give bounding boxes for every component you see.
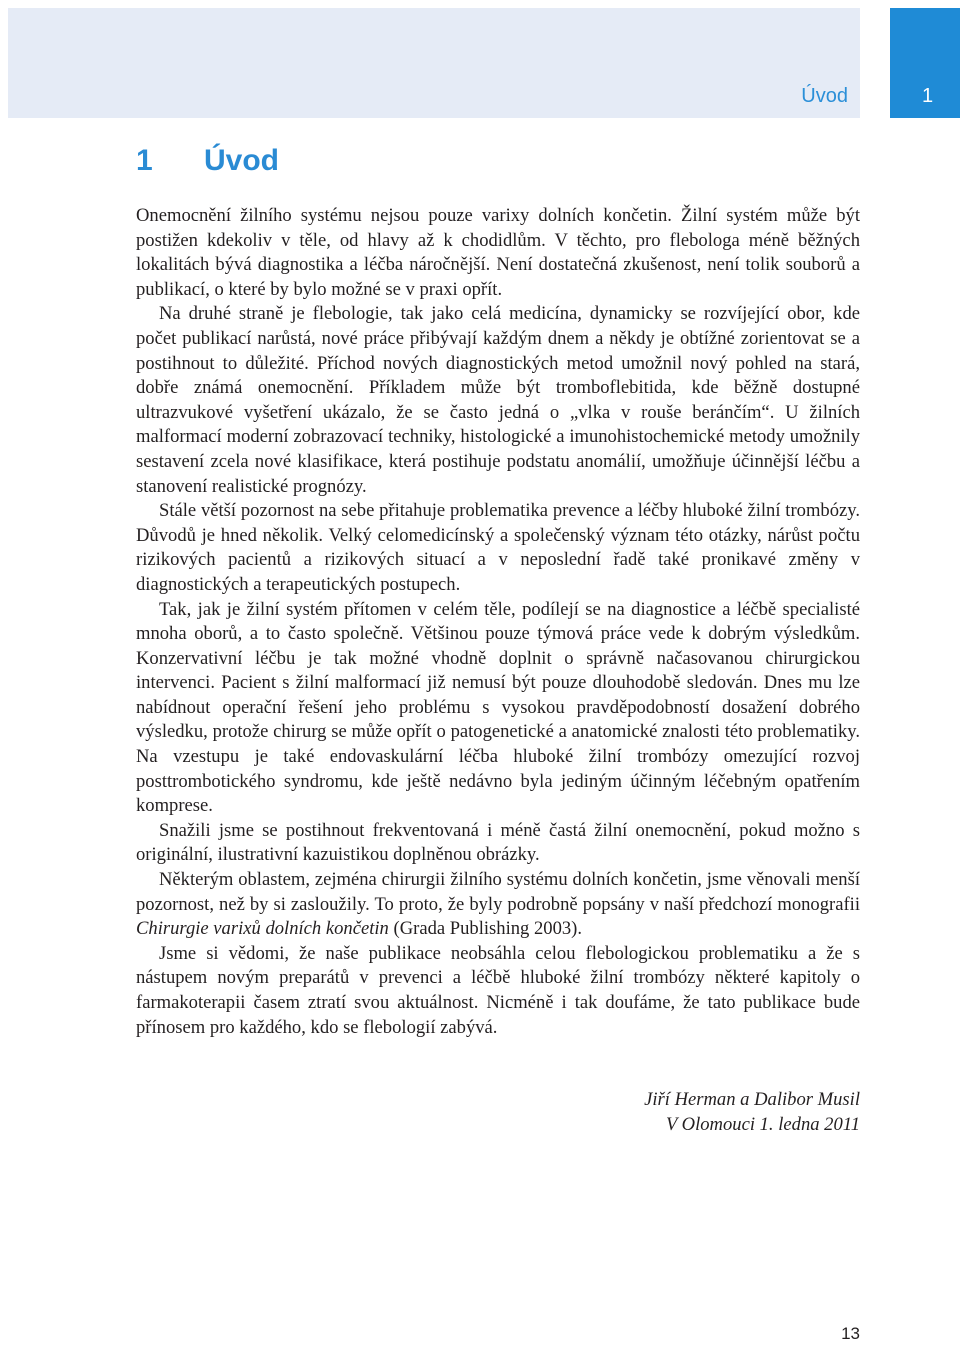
chapter-heading [136, 146, 279, 176]
running-title: Úvod [801, 85, 848, 107]
signature-place-date: V Olomouci 1. ledna 2011 [665, 1113, 860, 1135]
paragraph-3: Stále větší pozornost na sebe přitahuje problematika prevence a léčby hluboké žilní trombózy. Důvodů je hned několik. Velký celomedicínský a společenský význam této otázky, nárůst počtu rizikových pacientů a rizikových situací a v neposlední řadě také pronikavé změny v diagnostických a terapeutických postupech. [136, 500, 860, 595]
chapter-tab-number: 1 [922, 85, 934, 107]
page-number: 13 [841, 1324, 860, 1343]
signature [644, 1088, 860, 1137]
chapter-heading-title: Úvod [204, 144, 279, 177]
paragraph-4: Tak, jak je žilní systém přítomen v celém těle, podílejí se na diagnostice a léčbě specialisté mnoha oborů, a to často společně. Většinou pouze týmová práce vede k dobrým výsledkům. Konzervativní léčbu je tak možné vhodně doplnit o správně načasovanou chirurgickou intervenci. Pacient s žilní malformací již nemusí být pouze dlouhodobě sledován. Dnes mu lze nabídnout operační řešení jeho problému s vysokou pravděpodobností dosažení dobrého výsledku, protože chirurg se může opřít o patogenetické a anatomické znalosti této problematiky. Na vzestupu je také endovaskulární léčba hluboké žilní trombózy omezující rozvoj posttrombotického syndromu, kde ještě nedávno byla jediným účinným léčebným opatřením komprese. [136, 598, 860, 817]
paragraph-6-text-before: Některým oblastem, zejména chirurgii žilního systému dolních končetin, jsme věnovali menší pozornost, než by si zasloužily. To proto, že byly podrobně popsány v naší předchozí monografii [136, 869, 860, 915]
paragraph-7: Jsme si vědomi, že naše publikace neobsáhla celou flebologickou problematiku a že s nástupem novým preparátů v prevenci a léčbě hluboké žilní trombózy některé kapitoly o farmakoterapii časem ztratí svou aktuálnost. Nicméně i tak doufáme, že tato publikace bude přínosem pro každého, kdo se flebologií zabývá. [136, 942, 860, 1038]
paragraph-6-text-after: (Grada Publishing 2003). [388, 918, 583, 940]
chapter-heading-number: 1 [136, 144, 153, 177]
paragraph-6 [136, 868, 860, 942]
monograph-title: Chirurgie varixů dolních končetin [136, 918, 389, 940]
paragraph-5: Snažili jsme se postihnout frekventovaná i méně častá žilní onemocnění, pokud možno s originální, ilustrativní kazuistikou doplněnou obrázky. [136, 819, 860, 866]
signature-authors: Jiří Herman a Dalibor Musil [644, 1089, 860, 1110]
chapter-tab [890, 8, 960, 118]
paragraph-2: Na druhé straně je flebologie, tak jako celá medicína, dynamicky se rozvíjející obor, kde počet publikací narůstá, nové práce přibývají každým dnem a někdy je obtížné zorientovat se a postihnout to důležité. Příchod nových diagnostických metod umožnil nový pohled na stará, dobře známá onemocnění. Příkladem může být tromboflebitida, kde běžně dostupné ultrazvukové vyšetření ukázalo, že se často jedná o „vlka v rouše beránčím“. U žilních malformací moderní zobrazovací techniky, histologické a imunohistochemické metody umožnily sestavení zcela nové klasifikace, která postihuje podstatu anomálií, umožňuje účinnější léčbu a stanovení realistické prognózy. [136, 303, 860, 497]
header-band [8, 8, 860, 118]
body-text [136, 204, 860, 1040]
paragraph-1: Onemocnění žilního systému nejsou pouze varixy dolních končetin. Žilní systém může být postižen kdekoliv v těle, od hlavy až k chodidlům. V těchto, pro flebologa méně běžných lokalitách bývá diagnostika a léčba náročnější. Není dostatečná zkušenost, není tolik souborů a publikací, o které by bylo možné se v praxi opřít. [136, 205, 860, 300]
